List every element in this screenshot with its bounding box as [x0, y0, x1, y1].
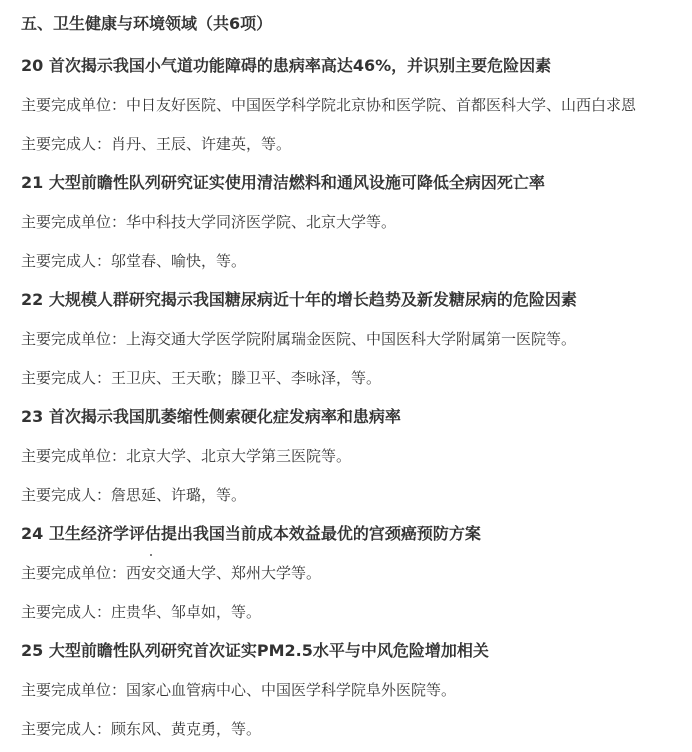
item-units: 主要完成单位：上海交通大学医学院附属瑞金医院、中国医科大学附属第一医院等。 — [21, 330, 577, 348]
section-heading: 五、卫生健康与环境领域（共6项） — [21, 14, 273, 33]
item-units: 主要完成单位：国家心血管病中心、中国医学科学院阜外医院等。 — [21, 681, 457, 699]
item-title: 20 首次揭示我国小气道功能障碍的患病率高达46%，并识别主要危险因素 — [21, 56, 552, 75]
item-title: 21 大型前瞻性队列研究证实使用清洁燃料和通风设施可降低全病因死亡率 — [21, 173, 545, 192]
item-units: 主要完成单位：华中科技大学同济医学院、北京大学等。 — [21, 213, 397, 231]
item-title: 25 大型前瞻性队列研究首次证实PM2.5水平与中风危险增加相关 — [21, 641, 489, 660]
stray-dot-mark — [150, 554, 152, 556]
item-people: 主要完成人：庄贵华、邹卓如，等。 — [21, 603, 262, 621]
item-units: 主要完成单位：中日友好医院、中国医学科学院北京协和医学院、首都医科大学、山西白求恩 — [21, 96, 637, 114]
item-title: 24 卫生经济学评估提出我国当前成本效益最优的宫颈癌预防方案 — [21, 524, 481, 543]
item-people: 主要完成人：顾东风、黄克勇，等。 — [21, 720, 262, 738]
item-title: 23 首次揭示我国肌萎缩性侧索硬化症发病率和患病率 — [21, 407, 401, 426]
item-people: 主要完成人：肖丹、王辰、许建英，等。 — [21, 135, 292, 153]
item-units: 主要完成单位：西安交通大学、郑州大学等。 — [21, 564, 322, 582]
item-people: 主要完成人：邬堂春、喻快，等。 — [21, 252, 247, 270]
item-people: 主要完成人：詹思延、许璐，等。 — [21, 486, 247, 504]
item-people: 主要完成人：王卫庆、王天歌；滕卫平、李咏泽，等。 — [21, 369, 382, 387]
item-title: 22 大规模人群研究揭示我国糖尿病近十年的增长趋势及新发糖尿病的危险因素 — [21, 290, 577, 309]
item-units: 主要完成单位：北京大学、北京大学第三医院等。 — [21, 447, 352, 465]
